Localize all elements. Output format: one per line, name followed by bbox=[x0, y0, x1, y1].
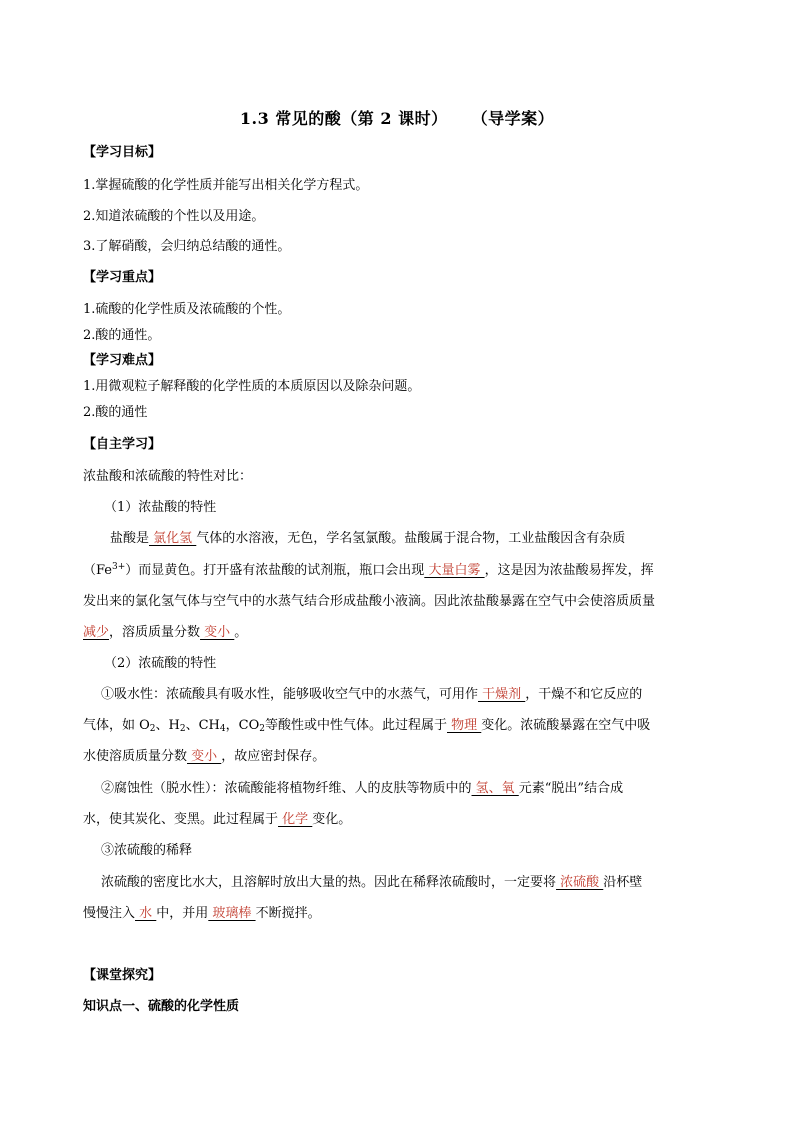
answer-blank: 减少 bbox=[83, 625, 110, 640]
difficult-heading: 【学习难点】 bbox=[83, 353, 162, 368]
answer-blank: 变小 bbox=[200, 625, 235, 640]
title-main: 1.3 常见的酸（第 2 课时） bbox=[239, 109, 448, 128]
h2so4-paragraph-line: 水，使其炭化、变黑。此过程属于 化学 变化。 bbox=[83, 812, 352, 827]
explore-heading: 【课堂探究】 bbox=[83, 968, 162, 983]
h2so4-dilution-heading: ③浓硫酸的稀释 bbox=[101, 843, 193, 858]
hcl-paragraph-line: 发出来的氯化氢气体与空气中的水蒸气结合形成盐酸小液滴。因此浓盐酸暴露在空气中会使溶质质量 bbox=[83, 594, 656, 609]
difficult-item: 2.酸的通性 bbox=[83, 405, 148, 420]
h2so4-paragraph-line: 水使溶质质量分数 变小 ，故应密封保存。 bbox=[83, 749, 326, 764]
self-study-intro: 浓盐酸和浓硫酸的特性对比： bbox=[83, 469, 253, 484]
h2so4-paragraph-line: 气体，如 $O_2$、$H_2$、$CH_4$，$CO_2$等酸性或中性气体。此过程属于 物理 变化。浓硫酸暴露在空气中吸 bbox=[83, 718, 651, 734]
h2so4-paragraph-line: ①吸水性：浓硫酸具有吸水性，能够吸收空气中的水蒸气，可用作 干燥剂 ，干燥不和它反应的 bbox=[101, 687, 643, 702]
answer-blank: 干燥剂 bbox=[478, 687, 526, 702]
key-item: 2.酸的通性。 bbox=[83, 328, 161, 343]
answer-blank: 变小 bbox=[187, 749, 222, 764]
answer-blank: 水 bbox=[135, 906, 157, 921]
page-title bbox=[0, 106, 794, 129]
hcl-paragraph-line: 减少，溶质质量分数 变小 。 bbox=[83, 625, 248, 640]
h2so4-paragraph-line: ②腐蚀性（脱水性）：浓硫酸能将植物纤维、人的皮肤等物质中的 氢、氧 元素“脱出”结合成 bbox=[101, 781, 624, 796]
goal-item: 3.了解硝酸，会归纳总结酸的通性。 bbox=[83, 239, 291, 254]
h2so4-subheading: （2）浓硫酸的特性 bbox=[104, 656, 217, 671]
answer-blank: 物理 bbox=[447, 718, 482, 733]
answer-blank: 氢、氧 bbox=[471, 781, 519, 796]
answer-blank: 浓硫酸 bbox=[556, 875, 604, 890]
title-suffix: （导学案） bbox=[471, 109, 555, 128]
h2so4-paragraph-line: 浓硫酸的密度比水大，且溶解时放出大量的热。因此在稀释浓硫酸时，一定要将 浓硫酸 沿杯壁 bbox=[101, 875, 643, 890]
difficult-item: 1.用微观粒子解释酸的化学性质的本质原因以及除杂问题。 bbox=[83, 379, 421, 394]
goal-item: 1.掌握硫酸的化学性质并能写出相关化学方程式。 bbox=[83, 178, 369, 193]
hcl-paragraph-line: $(Fe^{3+})$而显黄色。打开盛有浓盐酸的试剂瓶，瓶口会出现 大量白雾 ，这是因为浓盐酸易挥发，挥 bbox=[83, 562, 654, 578]
key-heading: 【学习重点】 bbox=[83, 270, 162, 285]
key-item: 1.硫酸的化学性质及浓硫酸的个性。 bbox=[83, 302, 291, 317]
answer-blank: 玻璃棒 bbox=[208, 906, 256, 921]
answer-blank: 化学 bbox=[278, 812, 313, 827]
h2so4-paragraph-line: 慢慢注入 水 中，并用 玻璃棒 不断搅拌。 bbox=[83, 906, 321, 921]
knowledge-point-heading: 知识点一、硫酸的化学性质 bbox=[83, 999, 240, 1014]
answer-blank: 大量白雾 bbox=[424, 563, 485, 578]
answer-blank: 氯化氢 bbox=[149, 531, 197, 546]
hcl-subheading: （1）浓盐酸的特性 bbox=[104, 500, 217, 515]
self-study-heading: 【自主学习】 bbox=[83, 437, 162, 452]
goal-item: 2.知道浓硫酸的个性以及用途。 bbox=[83, 209, 265, 224]
goals-heading: 【学习目标】 bbox=[83, 145, 162, 160]
hcl-paragraph-line: 盐酸是 氯化氢 气体的水溶液，无色，学名氢氯酸。盐酸属于混合物，工业盐酸因含有杂质 bbox=[110, 531, 626, 546]
